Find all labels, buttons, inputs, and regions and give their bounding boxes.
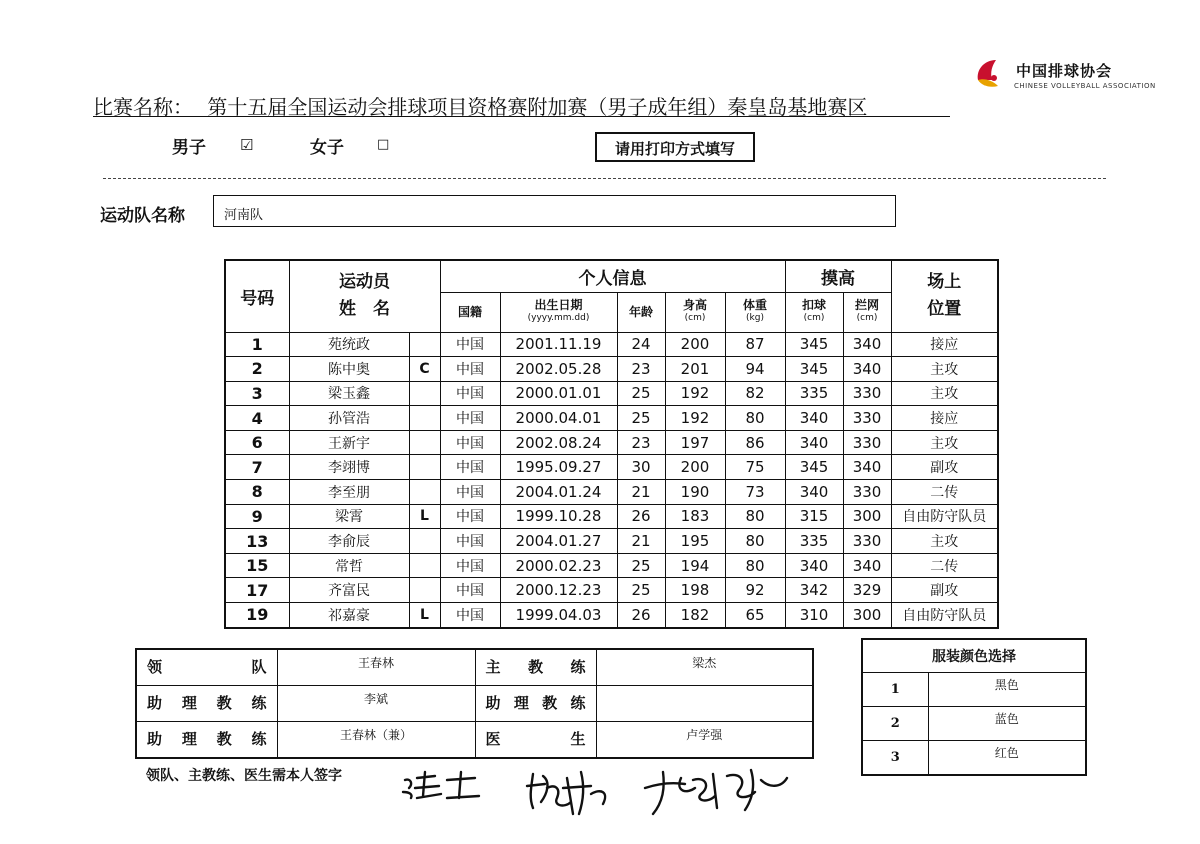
player-block-reach: 329: [843, 578, 891, 603]
player-nationality: 中国: [440, 480, 500, 505]
head-coach-label: 主 教 练: [475, 649, 596, 686]
uniform-color-title: 服装颜色选择: [862, 639, 1086, 673]
player-height: 201: [665, 357, 725, 382]
leader-label: 领 队: [136, 649, 277, 686]
header-nationality: 国籍: [440, 292, 500, 332]
player-birth-date: 2000.04.01: [500, 406, 617, 431]
player-height: 200: [665, 455, 725, 480]
dashed-divider: [103, 178, 1106, 179]
player-block-reach: 330: [843, 430, 891, 455]
header-block: [843, 292, 891, 332]
player-height: 198: [665, 578, 725, 603]
player-name: 梁玉鑫: [289, 381, 409, 406]
player-birth-date: 2000.01.01: [500, 381, 617, 406]
player-role-badge: [409, 553, 440, 578]
player-spike-reach: 315: [785, 504, 843, 529]
header-position: [891, 260, 998, 332]
player-spike-reach: 342: [785, 578, 843, 603]
competition-name: 第十五届全国运动会排球项目资格赛附加赛（男子成年组）秦皇岛基地赛区: [207, 95, 868, 119]
player-role-badge: [409, 332, 440, 357]
player-position: 主攻: [891, 529, 998, 554]
table-row: [225, 430, 998, 455]
header-reach: 摸高: [785, 260, 891, 292]
player-role-badge: [409, 381, 440, 406]
doctor-label: 医 生: [475, 722, 596, 759]
player-height: 192: [665, 406, 725, 431]
player-birth-date: 2004.01.24: [500, 480, 617, 505]
roster-body: [225, 332, 998, 628]
uniform-color-index: 2: [862, 707, 928, 741]
uniform-color-row: [862, 673, 1086, 707]
player-block-reach: 300: [843, 504, 891, 529]
player-block-reach: 330: [843, 529, 891, 554]
player-age: 25: [617, 406, 665, 431]
uniform-color-row: [862, 707, 1086, 741]
table-row: [225, 578, 998, 603]
player-block-reach: 340: [843, 455, 891, 480]
player-position: 主攻: [891, 357, 998, 382]
player-birth-date: 1999.04.03: [500, 603, 617, 628]
player-number: 13: [225, 529, 289, 554]
table-row: [225, 455, 998, 480]
assistant-coach-label-3: 助理教练: [136, 722, 277, 759]
uniform-color-index: 3: [862, 741, 928, 776]
team-name-value: 河南队: [224, 208, 264, 223]
player-spike-reach: 345: [785, 357, 843, 382]
player-spike-reach: 345: [785, 455, 843, 480]
doctor-value[interactable]: 卢学强: [596, 722, 813, 759]
player-number: 7: [225, 455, 289, 480]
player-age: 23: [617, 430, 665, 455]
player-role-badge: [409, 430, 440, 455]
player-weight: 65: [725, 603, 785, 628]
header-age: 年龄: [617, 292, 665, 332]
player-nationality: 中国: [440, 504, 500, 529]
player-number: 3: [225, 381, 289, 406]
player-weight: 94: [725, 357, 785, 382]
player-age: 25: [617, 381, 665, 406]
player-age: 30: [617, 455, 665, 480]
player-position: 接应: [891, 332, 998, 357]
player-position: 自由防守队员: [891, 603, 998, 628]
team-label: 运动队名称: [100, 206, 185, 226]
uniform-color-rows: [862, 673, 1086, 776]
player-role-badge: [409, 578, 440, 603]
player-age: 23: [617, 357, 665, 382]
player-weight: 92: [725, 578, 785, 603]
leader-value[interactable]: 王春林: [277, 649, 475, 686]
player-nationality: 中国: [440, 381, 500, 406]
player-weight: 73: [725, 480, 785, 505]
table-row: [225, 357, 998, 382]
player-block-reach: 330: [843, 381, 891, 406]
player-birth-date: 2004.01.27: [500, 529, 617, 554]
player-birth-date: 2001.11.19: [500, 332, 617, 357]
assistant-coach-value-2[interactable]: [596, 686, 813, 722]
player-age: 24: [617, 332, 665, 357]
male-checkbox[interactable]: ☑: [240, 136, 254, 154]
player-age: 25: [617, 553, 665, 578]
header-birth-date: [500, 292, 617, 332]
player-block-reach: 340: [843, 553, 891, 578]
player-position: 二传: [891, 480, 998, 505]
player-height: 190: [665, 480, 725, 505]
player-name: 祁嘉豪: [289, 603, 409, 628]
player-spike-reach: 335: [785, 381, 843, 406]
player-position: 副攻: [891, 455, 998, 480]
player-nationality: 中国: [440, 553, 500, 578]
player-height: 192: [665, 381, 725, 406]
player-position: 副攻: [891, 578, 998, 603]
player-age: 26: [617, 504, 665, 529]
header-birth-date-label: 出生日期: [534, 298, 583, 312]
player-number: 1: [225, 332, 289, 357]
player-height: 197: [665, 430, 725, 455]
player-block-reach: 330: [843, 480, 891, 505]
player-name: 李翊博: [289, 455, 409, 480]
player-name: 苑统政: [289, 332, 409, 357]
association-logo: [972, 56, 1156, 98]
player-nationality: 中国: [440, 357, 500, 382]
player-block-reach: 340: [843, 357, 891, 382]
player-weight: 80: [725, 406, 785, 431]
volleyball-logo-icon: [972, 56, 1006, 90]
player-position: 主攻: [891, 381, 998, 406]
player-birth-date: 1999.10.28: [500, 504, 617, 529]
header-weight: [725, 292, 785, 332]
player-nationality: 中国: [440, 430, 500, 455]
header-weight-unit: (kg): [746, 313, 764, 323]
player-position: 二传: [891, 553, 998, 578]
player-spike-reach: 340: [785, 553, 843, 578]
player-name: 孙管浩: [289, 406, 409, 431]
player-spike-reach: 340: [785, 480, 843, 505]
player-birth-date: 2002.08.24: [500, 430, 617, 455]
player-spike-reach: 340: [785, 430, 843, 455]
uniform-color-row: [862, 741, 1086, 776]
competition-underline: [93, 116, 950, 117]
player-spike-reach: 340: [785, 406, 843, 431]
player-weight: 75: [725, 455, 785, 480]
assistant-coach-label: 助理教练: [136, 686, 277, 722]
player-position: 自由防守队员: [891, 504, 998, 529]
player-name: 常哲: [289, 553, 409, 578]
player-height: 200: [665, 332, 725, 357]
player-height: 195: [665, 529, 725, 554]
player-weight: 80: [725, 504, 785, 529]
player-number: 4: [225, 406, 289, 431]
player-number: 15: [225, 553, 289, 578]
player-nationality: 中国: [440, 406, 500, 431]
player-role-badge: [409, 529, 440, 554]
player-role-badge: L: [409, 504, 440, 529]
player-number: 17: [225, 578, 289, 603]
uniform-color-value[interactable]: 黑色: [928, 673, 1086, 707]
player-age: 21: [617, 529, 665, 554]
header-number: 号码: [225, 260, 289, 332]
player-age: 26: [617, 603, 665, 628]
player-spike-reach: 310: [785, 603, 843, 628]
uniform-color-value[interactable]: 红色: [928, 741, 1086, 776]
logo-name: 中国排球协会: [1016, 62, 1113, 80]
header-birth-date-format: (yyyy.mm.dd): [527, 313, 590, 323]
player-nationality: 中国: [440, 529, 500, 554]
uniform-color-table: [861, 638, 1087, 776]
header-athlete-name: [289, 260, 440, 332]
player-spike-reach: 335: [785, 529, 843, 554]
header-weight-label: 体重: [743, 298, 768, 312]
header-block-label: 拦网: [855, 298, 880, 312]
signature-instruction: 领队、主教练、医生需本人签字: [146, 768, 342, 784]
player-weight: 86: [725, 430, 785, 455]
player-name: 陈中奥: [289, 357, 409, 382]
print-instruction-box: 请用打印方式填写: [595, 132, 755, 162]
player-block-reach: 340: [843, 332, 891, 357]
player-nationality: 中国: [440, 603, 500, 628]
player-block-reach: 300: [843, 603, 891, 628]
header-spike-label: 扣球: [802, 298, 827, 312]
player-birth-date: 2000.02.23: [500, 553, 617, 578]
player-name: 李俞辰: [289, 529, 409, 554]
player-position: 接应: [891, 406, 998, 431]
table-row: [225, 603, 998, 628]
header-spike: [785, 292, 843, 332]
player-nationality: 中国: [440, 455, 500, 480]
table-row: [225, 553, 998, 578]
staff-table: [135, 648, 814, 759]
header-athlete-line1: 运动员: [339, 272, 390, 293]
player-number: 2: [225, 357, 289, 382]
player-spike-reach: 345: [785, 332, 843, 357]
table-row: [225, 529, 998, 554]
header-height-unit: (cm): [684, 313, 706, 323]
female-checkbox[interactable]: □: [377, 137, 390, 152]
header-height: [665, 292, 725, 332]
uniform-color-index: 1: [862, 673, 928, 707]
uniform-color-value[interactable]: 蓝色: [928, 707, 1086, 741]
player-role-badge: C: [409, 357, 440, 382]
player-age: 25: [617, 578, 665, 603]
female-label: 女子: [310, 138, 344, 158]
player-age: 21: [617, 480, 665, 505]
player-weight: 82: [725, 381, 785, 406]
competition-label: 比赛名称：: [93, 95, 193, 119]
table-row: [225, 480, 998, 505]
player-height: 194: [665, 553, 725, 578]
team-name-field[interactable]: [213, 195, 896, 227]
player-number: 19: [225, 603, 289, 628]
header-height-label: 身高: [682, 298, 707, 312]
table-row: [225, 332, 998, 357]
logo-subtitle: CHINESE VOLLEYBALL ASSOCIATION: [1014, 82, 1156, 90]
player-weight: 80: [725, 529, 785, 554]
head-coach-value[interactable]: 梁杰: [596, 649, 813, 686]
table-row: [225, 504, 998, 529]
header-personal-info: 个人信息: [440, 260, 785, 292]
header-spike-unit: (cm): [803, 313, 825, 323]
player-height: 182: [665, 603, 725, 628]
table-row: [225, 381, 998, 406]
table-row: [225, 406, 998, 431]
header-athlete-line2: 姓 名: [339, 299, 390, 320]
player-position: 主攻: [891, 430, 998, 455]
player-nationality: 中国: [440, 332, 500, 357]
player-height: 183: [665, 504, 725, 529]
player-number: 6: [225, 430, 289, 455]
player-birth-date: 2002.05.28: [500, 357, 617, 382]
male-label: 男子: [172, 138, 206, 158]
player-name: 齐富民: [289, 578, 409, 603]
handwritten-signatures: [395, 758, 805, 818]
player-weight: 87: [725, 332, 785, 357]
player-number: 9: [225, 504, 289, 529]
player-weight: 80: [725, 553, 785, 578]
player-name: 李至朋: [289, 480, 409, 505]
player-nationality: 中国: [440, 578, 500, 603]
player-role-badge: [409, 455, 440, 480]
header-position-line2: 位置: [927, 299, 962, 320]
assistant-coach-value-3[interactable]: 王春林（兼）: [277, 722, 475, 759]
player-role-badge: L: [409, 603, 440, 628]
player-block-reach: 330: [843, 406, 891, 431]
player-birth-date: 2000.12.23: [500, 578, 617, 603]
player-number: 8: [225, 480, 289, 505]
header-block-unit: (cm): [856, 313, 878, 323]
assistant-coach-label-2: 助理教练: [475, 686, 596, 722]
header-position-line1: 场上: [927, 272, 962, 293]
player-birth-date: 1995.09.27: [500, 455, 617, 480]
player-name: 王新宇: [289, 430, 409, 455]
roster-table: [224, 259, 999, 629]
player-role-badge: [409, 406, 440, 431]
player-role-badge: [409, 480, 440, 505]
player-name: 梁霄: [289, 504, 409, 529]
assistant-coach-value[interactable]: 李斌: [277, 686, 475, 722]
